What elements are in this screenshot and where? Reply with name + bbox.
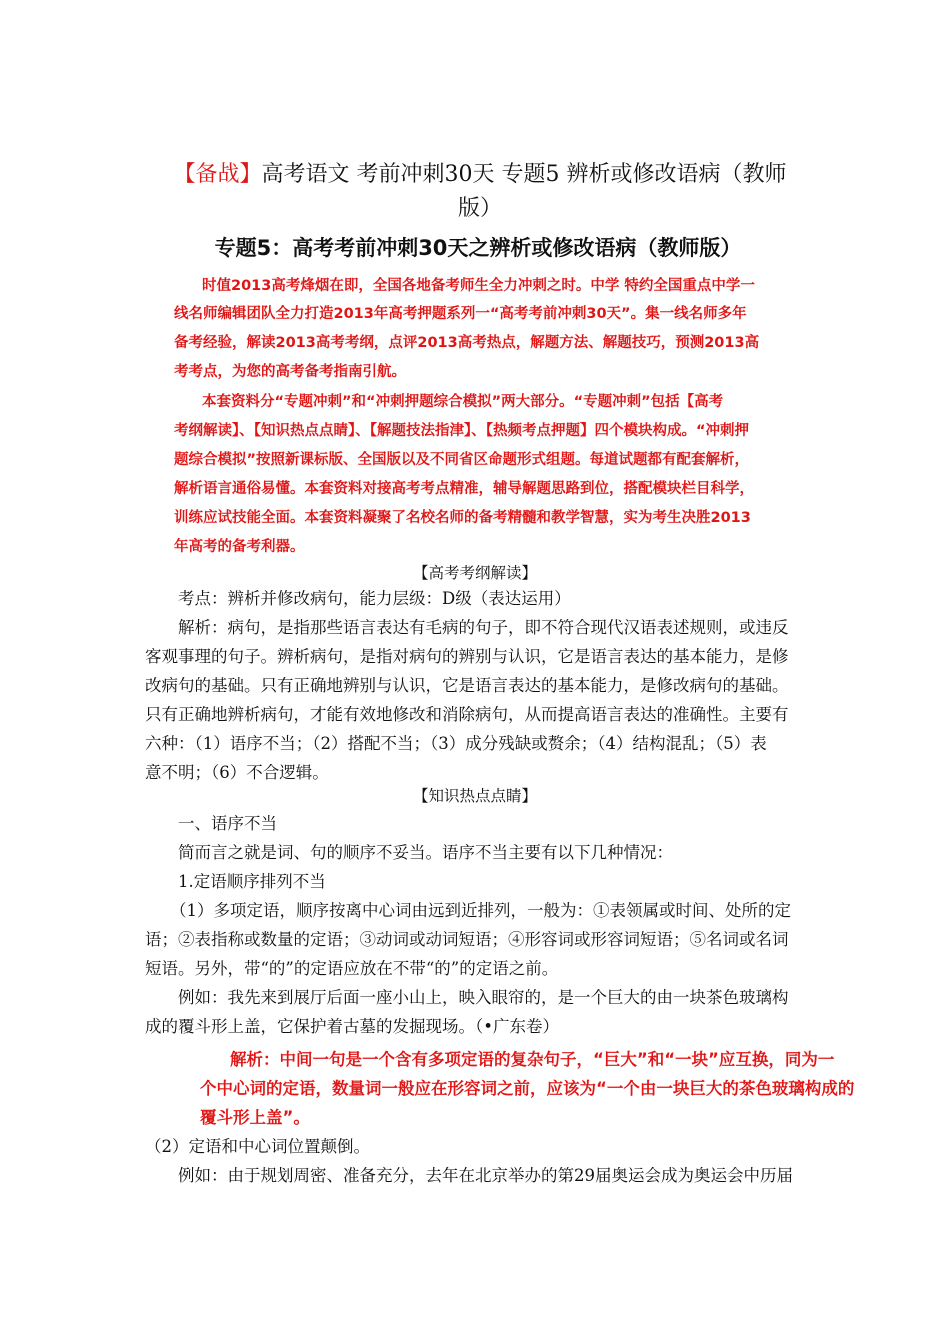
intro-line: 时值2013高考烽烟在即，全国各地备考师生全力冲刺之时。中学 特约全国重点中学一	[202, 278, 755, 294]
intro-line: 本套资料分“专题冲刺”和“冲刺押题综合模拟”两大部分。“专题冲刺”包括【高考	[202, 394, 724, 410]
point-heading: 一、语序不当	[178, 814, 277, 833]
point-description: 简而言之就是词、句的顺序不妥当。语序不当主要有以下几种情况：	[178, 843, 673, 862]
jiexi-line: 只有正确地辨析病句，才能有效地修改和消除病句，从而提高语言表达的准确性。主要有	[145, 705, 789, 724]
jiexi-line: 客观事理的句子。辨析病句，是指对病句的辨别与认识，它是语言表达的基本能力，是修	[145, 647, 789, 666]
intro-line: 考考点，为您的高考备考指南引航。	[174, 364, 406, 380]
jiexi-line: 解析：病句，是指那些语言表达有毛病的句子，即不符合现代汉语表述规则，或违反	[178, 618, 789, 637]
intro-line: 题综合模拟”按照新课标版、全国版以及不同省区命题形式组题。每道试题都有配套解析，	[174, 452, 750, 468]
section-heading: 【知识热点点睛】	[412, 787, 537, 805]
kaodian-line: 考点：辨析并修改病句，能力层级：D级（表达运用）	[178, 589, 571, 608]
example-line: 成的覆斗形上盖，它保护着古墓的发掘现场。（•广东卷）	[145, 1017, 559, 1036]
intro-line: 年高考的备考利器。	[174, 539, 305, 555]
document-title	[160, 158, 800, 226]
title-tag: 【备战】	[173, 162, 262, 187]
title-main: 高考语文 考前冲刺30天 专题5 辨析或修改语病（教师	[261, 162, 787, 187]
rule-line: 短语。另外，带“的”的定语应放在不带“的”的定语之前。	[145, 959, 559, 978]
intro-line: 考纲解读】、【知识热点点睛】、【解题技法指津】、【热频考点押题】四个模块构成。“冲刺押	[174, 423, 750, 439]
intro-line: 训练应试技能全面。本套资料凝聚了名校名师的备考精髓和教学智慧，实为考生决胜2013	[174, 510, 751, 526]
analysis-line: 解析：中间一句是一个含有多项定语的复杂句子，“巨大”和“一块”应互换，同为一	[230, 1050, 835, 1069]
intro-line: 解析语言通俗易懂。本套资料对接高考考点精准，辅导解题思路到位，搭配模块栏目科学，	[174, 481, 754, 497]
subpoint-heading: 1.定语顺序排列不当	[178, 872, 326, 891]
jiexi-line: 六种：（1）语序不当；（2）搭配不当；（3）成分残缺或赘余；（4）结构混乱；（5）表	[145, 734, 767, 753]
intro-line: 备考经验，解读2013高考考纲，点评2013高考热点，解题方法、解题技巧，预测2013高	[174, 335, 760, 351]
subtitle: 专题5：高考考前冲刺30天之辨析或修改语病（教师版）	[214, 236, 742, 260]
intro-line: 线名师编辑团队全力打造2013年高考押题系列一“高考考前冲刺30天”。集一线名师多年	[174, 306, 747, 322]
subpoint-heading: （2）定语和中心词位置颠倒。	[145, 1137, 370, 1156]
section-heading: 【高考考纲解读】	[412, 564, 537, 582]
analysis-line: 覆斗形上盖”。	[200, 1108, 310, 1127]
example-line: 例如：由于规划周密、准备充分，去年在北京举办的第29届奥运会成为奥运会中历届	[178, 1166, 793, 1185]
jiexi-line: 意不明；（6）不合逻辑。	[145, 763, 329, 782]
title-tail: 版）	[457, 196, 502, 221]
jiexi-line: 改病句的基础。只有正确地辨别与认识，它是语言表达的基本能力，是修改病句的基础。	[145, 676, 789, 695]
rule-line: 语；②表指称或数量的定语；③动词或动词短语；④形容词或形容词短语；⑤名词或名词	[145, 930, 789, 949]
analysis-line: 个中心词的定语，数量词一般应在形容词之前，应该为“一个由一块巨大的茶色玻璃构成的	[200, 1079, 855, 1098]
example-line: 例如：我先来到展厅后面一座小山上，映入眼帘的，是一个巨大的由一块茶色玻璃构	[178, 988, 789, 1007]
rule-line: （1）多项定语，顺序按离中心词由远到近排列，一般为：①表领属或时间、处所的定	[170, 901, 791, 920]
